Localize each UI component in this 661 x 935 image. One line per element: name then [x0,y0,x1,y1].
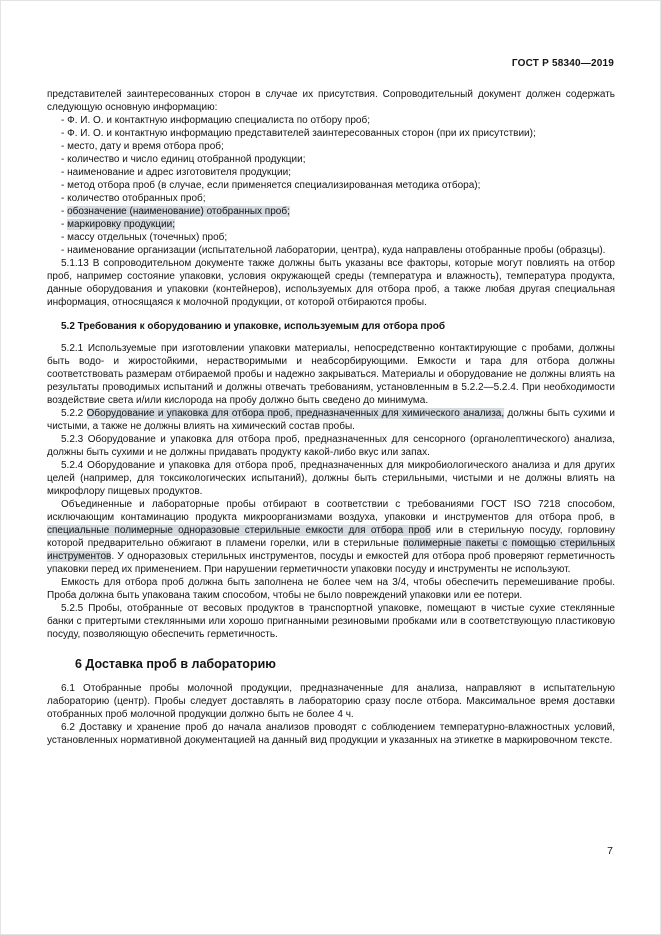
paragraph-5-2-4: 5.2.4 Оборудование и упаковка для отбора проб, предназначенных для микробиологического анализа и для других целей (например, для токсикологических испытаний), должны быть стерильными, чистыми и не должны влиять на микрофлору пищевых продуктов. [47,460,615,497]
doc-number-header: ГОСТ Р 58340—2019 [511,58,614,69]
section-heading-5-2: 5.2 Требования к оборудованию и упаковке, используемым для отбора проб [61,321,445,332]
paragraph-continuation: представителей заинтересованных сторон в случае их присутствия. Сопроводительный документ должен содержать следующую основную информацию: [47,89,615,113]
list-item: - массу отдельных (точечных) проб; [61,232,228,243]
list-item: - обозначение (наименование) отобранных проб; [61,206,290,217]
list-item: - метод отбора проб (в случае, если применяется специализированная методика отбора); [61,180,481,191]
paragraph-6-2: 6.2 Доставку и хранение проб до начала анализов проводят с соблюдением температурно-влажностных условий, установленных нормативной документацией на данный вид продукции и указанных на этикетке в маркировочном тексте. [47,722,615,746]
paragraph-combined-samples: Объединенные и лабораторные пробы отбирают в соответствии с требованиями ГОСТ ISO 7218 способом, исключающим контаминацию продукта микроорганизмами воздуха, упаковки и инструментов для отбора проб, в специальные полимерные одноразовые стерильные емкости для отбора проб или в стерильную посуду, горловину которой предварительно обжигают в пламени горелки, или в стерильные полимерные пакеты с помощью стерильных инструментов. У одноразовых стерильных инструментов, посуды и емкостей для отбора проб проверяют герметичность упаковки перед их применением. При нарушении герметичности упаковки посуду и инструменты не используют. [47,499,615,575]
paragraph-5-2-3: 5.2.3 Оборудование и упаковка для отбора проб, предназначенных для сенсорного (органолептического) анализа, должны быть сухими и не должны придавать продукту какой-либо вкус или запах. [47,434,615,458]
list-item: - наименование организации (испытательной лаборатории, центра), куда направлены отобранные пробы (образцы). [61,245,606,256]
paragraph-5-2-1: 5.2.1 Используемые при изготовлении упаковки материалы, непосредственно контактирующие с пробами, должны быть водо- и жиростойкими, нерастворимыми и неабсорбирующими. Емкости и тара для отбора должны соответствовать размерам отбираемой пробы и надежно закрываться. Материалы и оборудование не должны влиять на результаты проводимых испытаний и должны отвечать требованиям, установленным в 5.2.2—5.2.4. При необходимости воздействие света и/или кислорода на пробу должно быть сведено до минимума. [47,343,615,406]
paragraph-5-2-2: 5.2.2 Оборудование и упаковка для отбора проб, предназначенных для химического анализа, должны быть сухими и чистыми, а также не должны влиять на химический состав пробы. [47,408,615,432]
list-item: - место, дату и время отбора проб; [61,141,224,152]
document-content [47,88,615,747]
section-heading-6: 6 Доставка проб в лабораторию [75,657,276,671]
list-item: - Ф. И. О. и контактную информацию представителей заинтересованных сторон (при их присутствии); [61,128,536,139]
paragraph-5-1-13: 5.1.13 В сопроводительном документе также должны быть указаны все факторы, которые могут повлиять на отбор проб, например состояние упаковки, условия окружающей среды (температура и влажность), температура продукта, данные оборудования и упаковки (контейнеров), используемых для отбора проб, а также любая другая специальная информация, относящаяся к молочной продукции, от которой отбираются пробы. [47,258,615,308]
paragraph-5-2-5: 5.2.5 Пробы, отобранные от весовых продуктов в транспортной упаковке, помещают в чистые сухие стеклянные банки с притертыми стеклянными или хорошо пригнанными резиновыми пробками или в соответствующую пластиковую посуду, позволяющую обеспечить герметичность. [47,603,615,640]
page-number: 7 [607,845,613,857]
list-item: - Ф. И. О. и контактную информацию специалиста по отбору проб; [61,115,370,126]
paragraph-6-1: 6.1 Отобранные пробы молочной продукции, предназначенные для анализа, направляют в испытательную лабораторию (центр). Пробы следует доставлять в лабораторию сразу после отбора. Максимальное время доставки отобранных проб молочной продукции должно быть не более 4 ч. [47,683,615,720]
list-item: - наименование и адрес изготовителя продукции; [61,167,291,178]
paragraph-container-fill: Емкость для отбора проб должна быть заполнена не более чем на 3/4, чтобы обеспечить перемешивание пробы. Проба должна быть упакована таким способом, чтобы не было повреждений упаковки или ее потери. [47,577,615,601]
list-item: - количество и число единиц отобранной продукции; [61,154,306,165]
list-item: - количество отобранных проб; [61,193,206,204]
list-item: - маркировку продукции; [61,219,175,230]
